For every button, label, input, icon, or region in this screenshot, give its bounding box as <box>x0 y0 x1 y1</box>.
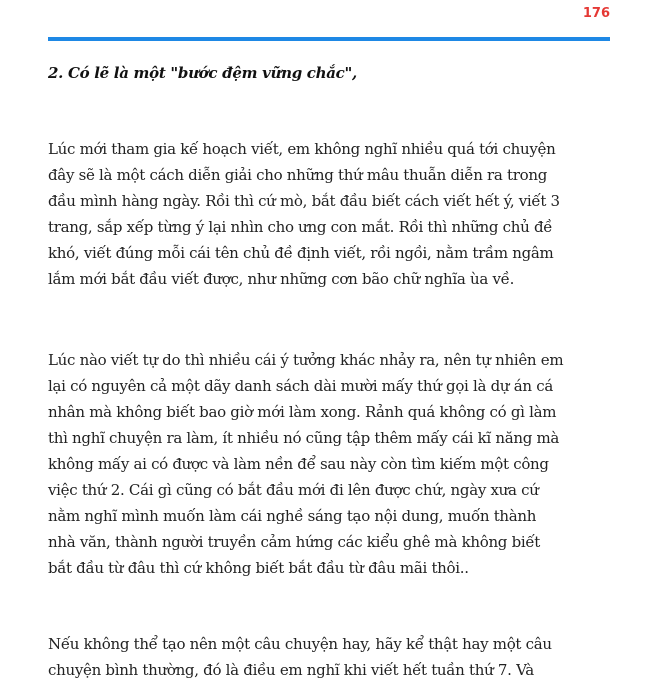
text-line: trang, sắp xếp từng ý lại nhìn cho ưng con mắt. Rồi thì những chủ đề <box>48 218 553 236</box>
text-line: việc thứ 2. Cái gì cũng có bắt đầu mới đi lên được chứ, ngày xưa cứ <box>48 481 539 499</box>
text-line: nằm nghĩ mình muốn làm cái nghề sáng tạo nội dung, muốn thành <box>48 507 537 525</box>
text-line: nhà văn, thành người truyền cảm hứng các kiểu ghê mà không biết <box>48 533 541 551</box>
text-line: không mấy ai có được và làm nền để sau này còn tìm kiếm một công <box>48 455 549 473</box>
page-number: 176 <box>582 6 610 21</box>
paragraph-2 <box>48 347 618 581</box>
text-line: lại có nguyên cả một dãy danh sách dài mười mấy thứ gọi là dự án cá <box>48 377 553 395</box>
text-line: Nếu không thể tạo nên một câu chuyện hay, hãy kể thật hay một câu <box>48 635 552 653</box>
text-line: Lúc nào viết tự do thì nhiều cái ý tưởng khác nhảy ra, nên tự nhiên em <box>48 351 564 369</box>
paragraph-3 <box>48 631 618 683</box>
document-body <box>48 58 618 683</box>
header-divider <box>48 37 610 41</box>
section-heading: 2. Có lẽ là một "bước đệm vững chắc", <box>48 64 357 82</box>
text-line: khó, viết đúng mỗi cái tên chủ đề định viết, rồi ngồi, nằm trầm ngâm <box>48 244 554 262</box>
paragraph-1 <box>48 136 618 292</box>
text-line: Lúc mới tham gia kế hoạch viết, em không nghĩ nhiều quá tới chuyện <box>48 140 556 158</box>
text-line: chuyện bình thường, đó là điều em nghĩ khi viết hết tuần thứ 7. Và <box>48 661 534 679</box>
text-line: thì nghĩ chuyện ra làm, ít nhiều nó cũng tập thêm mấy cái kĩ năng mà <box>48 429 560 447</box>
text-line: đây sẽ là một cách diễn giải cho những thứ mâu thuẫn diễn ra trong <box>48 166 548 184</box>
text-line: bắt đầu từ đâu thì cứ không biết bắt đầu từ đâu mãi thôi.. <box>48 559 469 577</box>
text-line: nhân mà không biết bao giờ mới làm xong. Rảnh quá không có gì làm <box>48 403 557 421</box>
text-line: lắm mới bắt đầu viết được, như những cơn bão chữ nghĩa ùa về. <box>48 270 515 288</box>
text-line: đầu mình hàng ngày. Rồi thì cứ mò, bắt đầu biết cách viết hết ý, viết 3 <box>48 192 560 210</box>
